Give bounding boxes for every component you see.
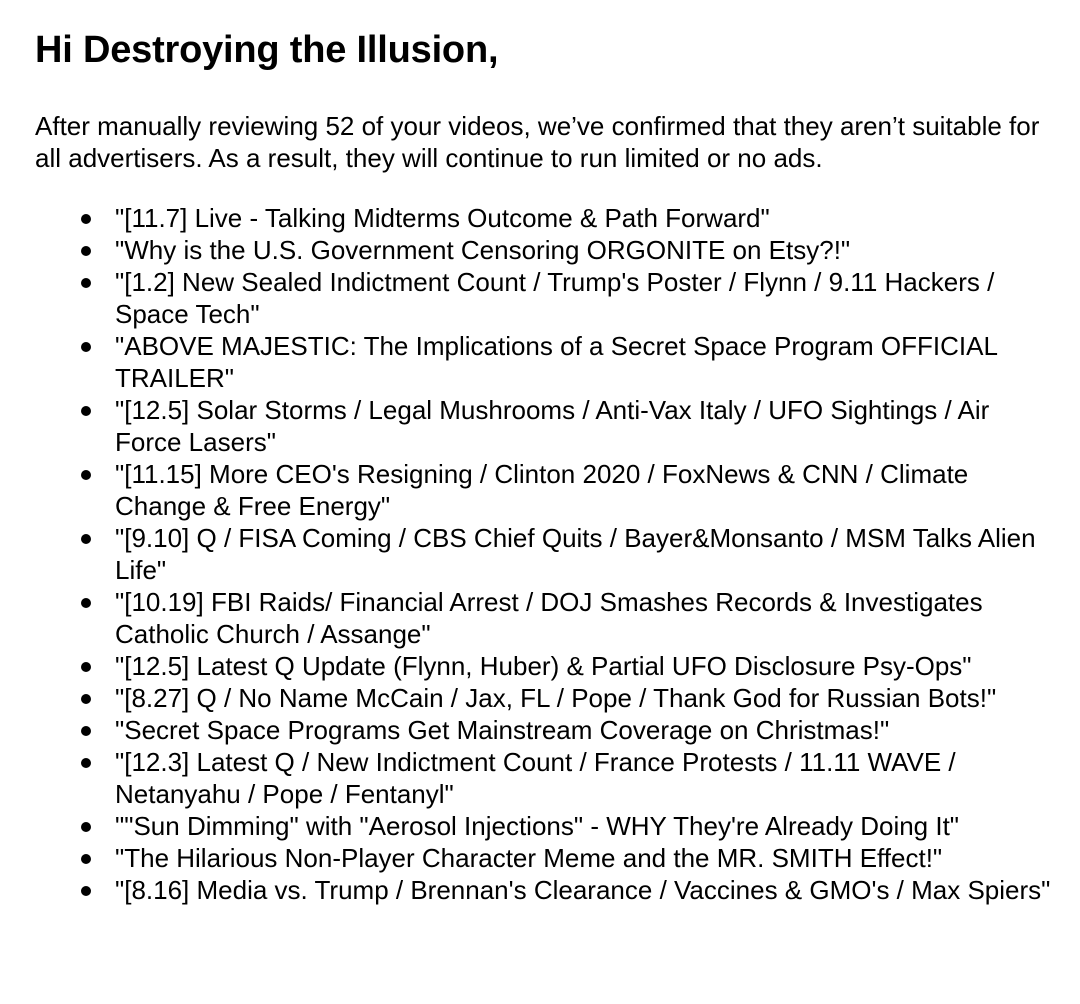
video-list-item xyxy=(115,682,1055,714)
bullet-icon xyxy=(81,822,91,832)
video-list-item xyxy=(115,586,1055,650)
video-list-item xyxy=(115,650,1055,682)
bullet-icon xyxy=(81,662,91,672)
video-list xyxy=(35,202,1051,906)
video-title: "Why is the U.S. Government Censoring ORGONITE on Etsy?!" xyxy=(115,235,851,265)
bullet-icon xyxy=(81,758,91,768)
video-list-item xyxy=(115,874,1055,906)
video-title: "[12.5] Solar Storms / Legal Mushrooms / Anti-Vax Italy / UFO Sightings / Air Force Lasers" xyxy=(115,395,990,457)
video-title: ""Sun Dimming" with "Aerosol Injections" - WHY They're Already Doing It" xyxy=(115,811,960,841)
video-title: "[12.3] Latest Q / New Indictment Count / France Protests / 11.11 WAVE / Netanyahu / Pope / Fentanyl" xyxy=(115,747,956,809)
video-title: "ABOVE MAJESTIC: The Implications of a Secret Space Program OFFICIAL TRAILER" xyxy=(115,331,997,393)
bullet-icon xyxy=(81,214,91,224)
video-list-item xyxy=(115,842,1055,874)
video-title: "[8.16] Media vs. Trump / Brennan's Clearance / Vaccines & GMO's / Max Spiers" xyxy=(115,875,1051,905)
video-list-item xyxy=(115,202,1055,234)
greeting-heading: Hi Destroying the Illusion, xyxy=(35,29,499,71)
intro-paragraph: After manually reviewing 52 of your videos, we’ve confirmed that they aren’t suitable for all advertisers. As a result, they will continue to run limited or no ads. xyxy=(35,111,1040,173)
video-title: "The Hilarious Non-Player Character Meme and the MR. SMITH Effect!" xyxy=(115,843,943,873)
video-title: "[1.2] New Sealed Indictment Count / Trump's Poster / Flynn / 9.11 Hackers / Space Tech" xyxy=(115,267,995,329)
video-list-item xyxy=(115,266,1055,330)
video-list-item xyxy=(115,234,1055,266)
video-list-item xyxy=(115,810,1055,842)
bullet-icon xyxy=(81,246,91,256)
bullet-icon xyxy=(81,598,91,608)
bullet-icon xyxy=(81,854,91,864)
bullet-icon xyxy=(81,886,91,896)
video-title: "[11.15] More CEO's Resigning / Clinton 2020 / FoxNews & CNN / Climate Change & Free Energy" xyxy=(115,459,969,521)
video-list-item xyxy=(115,458,1055,522)
bullet-icon xyxy=(81,278,91,288)
video-list-item xyxy=(115,746,1055,810)
bullet-icon xyxy=(81,726,91,736)
video-title: "[10.19] FBI Raids/ Financial Arrest / DOJ Smashes Records & Investigates Catholic Church / Assange" xyxy=(115,587,983,649)
video-title: "[8.27] Q / No Name McCain / Jax, FL / Pope / Thank God for Russian Bots!" xyxy=(115,683,997,713)
video-title: "[11.7] Live - Talking Midterms Outcome & Path Forward" xyxy=(115,203,770,233)
video-list-item xyxy=(115,394,1055,458)
video-title: "[9.10] Q / FISA Coming / CBS Chief Quits / Bayer&Monsanto / MSM Talks Alien Life" xyxy=(115,523,1036,585)
bullet-icon xyxy=(81,694,91,704)
video-list-item xyxy=(115,330,1055,394)
video-list-item xyxy=(115,714,1055,746)
video-title: "[12.5] Latest Q Update (Flynn, Huber) & Partial UFO Disclosure Psy-Ops" xyxy=(115,651,972,681)
bullet-icon xyxy=(81,534,91,544)
video-list-item xyxy=(115,522,1055,586)
bullet-icon xyxy=(81,406,91,416)
video-title: "Secret Space Programs Get Mainstream Coverage on Christmas!" xyxy=(115,715,890,745)
bullet-icon xyxy=(81,342,91,352)
bullet-icon xyxy=(81,470,91,480)
